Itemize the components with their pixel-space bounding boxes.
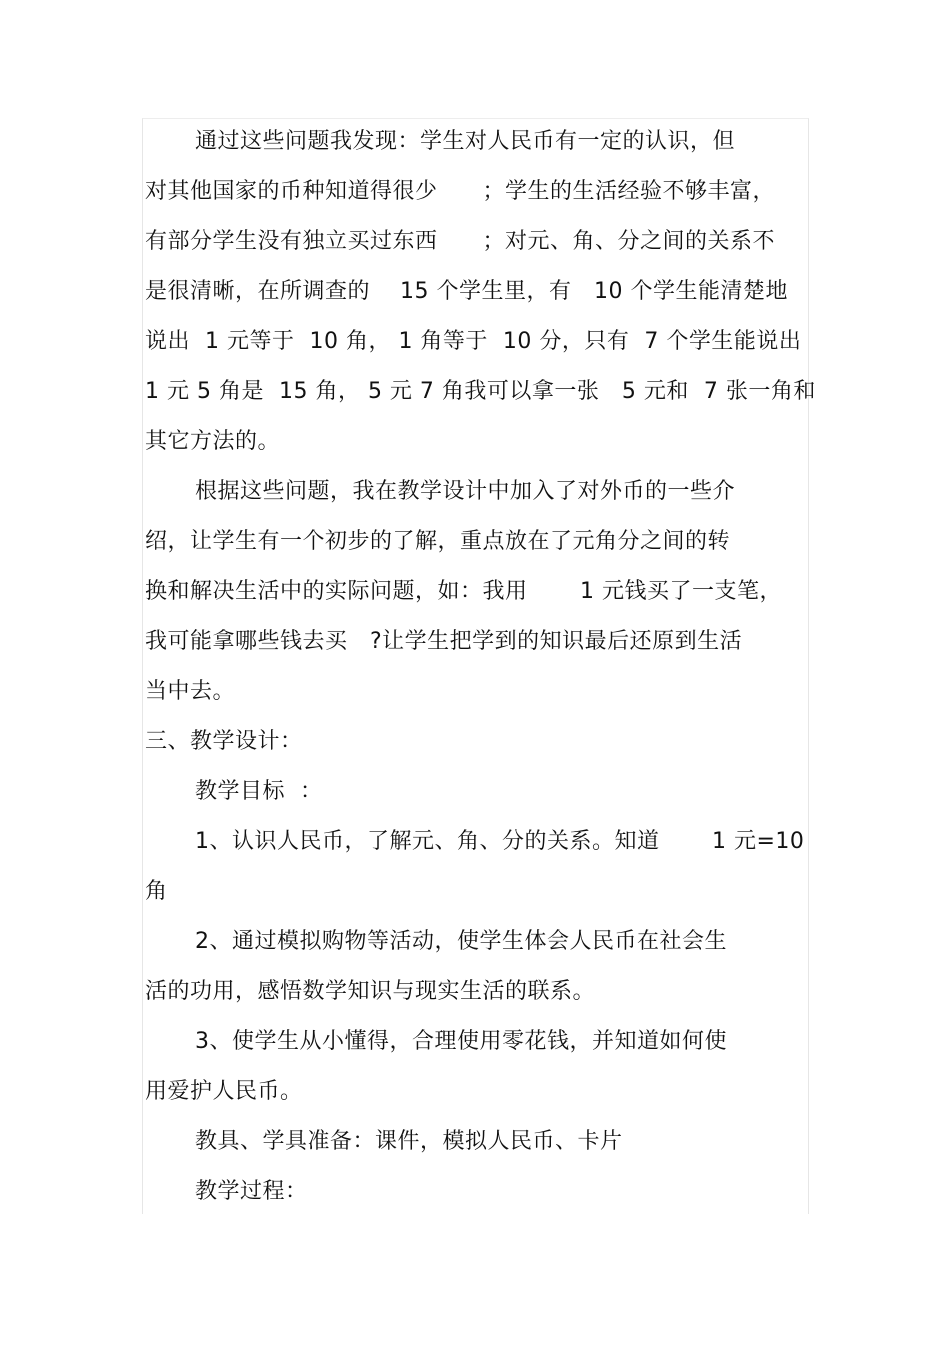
objective-2-line-2: 活的功用，感悟数学知识与现实生活的联系。: [145, 979, 596, 1004]
paragraph-2-line-4: 我可能拿哪些钱去买 ?让学生把学到的知识最后还原到生活: [145, 629, 743, 654]
section-heading: 三、教学设计：: [145, 729, 303, 754]
objective-3-line-2: 用爱护人民币。: [145, 1079, 303, 1104]
paragraph-2-line-2: 绍，让学生有一个初步的了解，重点放在了元角分之间的转: [145, 529, 731, 554]
objective-2-line-1: 2、通过模拟购物等活动，使学生体会人民币在社会生: [195, 929, 727, 954]
paragraph-1-line-4: 是很清晰，在所调查的 15 个学生里，有 10 个学生能清楚地: [145, 279, 788, 304]
paragraph-1-line-6: 1 元 5 角是 15 角， 5 元 7 角我可以拿一张 5 元和 7 张一角和: [145, 379, 816, 404]
paragraph-2-line-5: 当中去。: [145, 679, 236, 704]
process-heading: 教学过程：: [195, 1179, 308, 1204]
paragraph-1-line-7: 其它方法的。: [145, 429, 281, 454]
paragraph-2-line-1: 根据这些问题，我在教学设计中加入了对外币的一些介: [195, 479, 736, 504]
objective-1-line-2: 角: [145, 879, 168, 904]
objective-3-line-1: 3、使学生从小懂得，合理使用零花钱，并知道如何使: [195, 1029, 727, 1054]
paragraph-2-line-3: 换和解决生活中的实际问题，如：我用 1 元钱买了一支笔，: [145, 579, 782, 604]
paragraph-1-line-5: 说出 1 元等于 10 角， 1 角等于 10 分，只有 7 个学生能说出: [145, 329, 802, 354]
materials-line: 教具、学具准备：课件，模拟人民币、卡片: [195, 1129, 623, 1154]
paragraph-1-line-1: 通过这些问题我发现：学生对人民币有一定的认识，但: [195, 129, 736, 154]
paragraph-1-line-2: 对其他国家的币种知道得很少 ；学生的生活经验不够丰富，: [145, 179, 776, 204]
paragraph-1-line-3: 有部分学生没有独立买过东西 ；对元、角、分之间的关系不: [145, 229, 776, 254]
objective-1-line-1: 1、认识人民币，了解元、角、分的关系。知道 1 元=10: [195, 829, 805, 854]
subheading-objectives: 教学目标 ：: [195, 779, 323, 804]
